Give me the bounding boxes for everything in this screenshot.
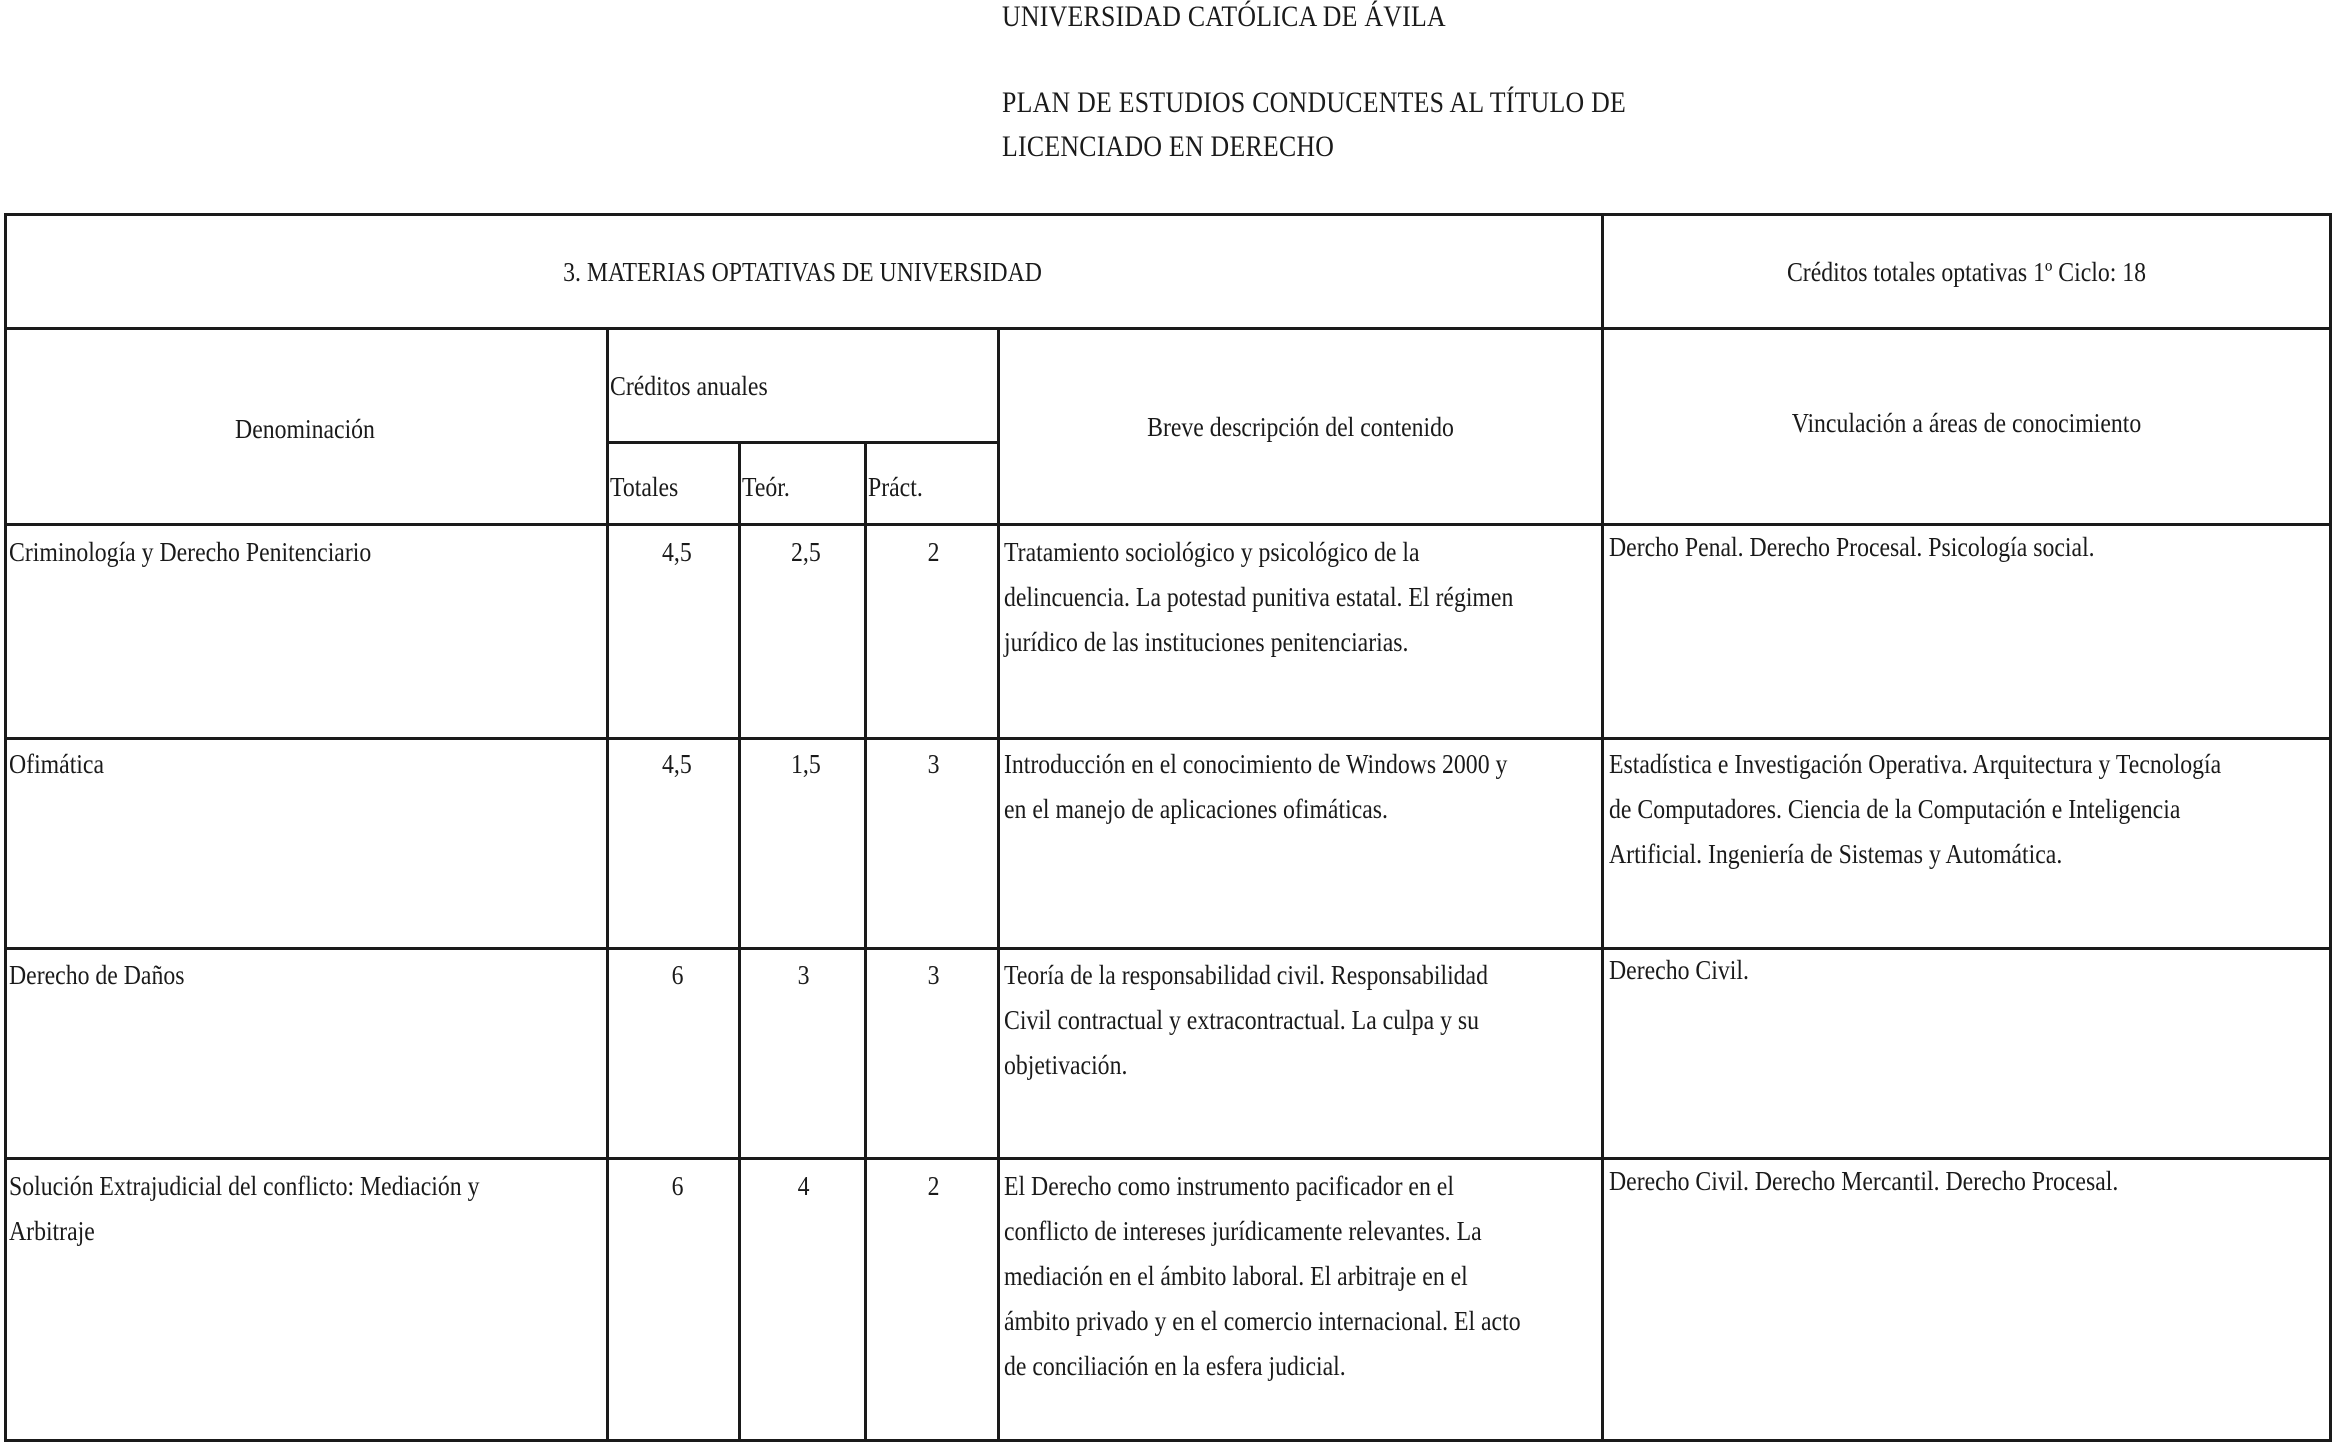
row-pract: 2 (927, 1171, 939, 1201)
row-denominacion: Criminología y Derecho Penitenciario (9, 537, 372, 567)
row-pract: 2 (927, 537, 939, 567)
row-descripcion-line: Tratamiento sociológico y psicológico de la (1004, 537, 1420, 567)
row-descripcion-line: objetivación. (1004, 1050, 1128, 1080)
header-totales: Totales (610, 472, 679, 502)
row-denominacion: Arbitraje (9, 1216, 95, 1246)
row-descripcion-line: Civil contractual y extracontractual. La culpa y su (1004, 1005, 1480, 1035)
row-descripcion-line: Introducción en el conocimiento de Windows 2000 y (1004, 749, 1508, 779)
table-rule (864, 441, 867, 1442)
table-border-left (4, 213, 7, 1442)
row-descripcion-line: de conciliación en la esfera judicial. (1004, 1351, 1346, 1381)
row-pract: 3 (927, 960, 939, 990)
plan-title-line1: PLAN DE ESTUDIOS CONDUCENTES AL TÍTULO DE (1002, 86, 1627, 119)
row-descripcion-line: conflicto de intereses jurídicamente relevantes. La (1004, 1216, 1482, 1246)
table-rule (738, 441, 741, 1442)
row-vinculacion-line: Dercho Penal. Derecho Procesal. Psicología social. (1609, 532, 2095, 562)
row-descripcion-line: El Derecho como instrumento pacificador en el (1004, 1171, 1454, 1201)
row-teor: 2,5 (791, 537, 821, 567)
row-descripcion-line: mediación en el ámbito laboral. El arbitraje en el (1004, 1261, 1468, 1291)
total-credits: Créditos totales optativas 1º Ciclo: 18 (1786, 257, 2147, 287)
section-title: 3. MATERIAS OPTATIVAS DE UNIVERSIDAD (563, 257, 1042, 287)
row-teor: 4 (797, 1171, 809, 1201)
header-pract: Práct. (868, 472, 923, 502)
table-rule (997, 327, 1000, 1442)
table-rule (4, 737, 2332, 740)
header-vinculacion: Vinculación a áreas de conocimiento (1791, 408, 2142, 438)
table-border-right (2329, 213, 2332, 1442)
row-vinculacion-line: Derecho Civil. (1609, 955, 1749, 985)
row-totales: 6 (671, 960, 683, 990)
row-descripcion-line: ámbito privado y en el comercio internacional. El acto (1004, 1306, 1521, 1336)
row-totales: 4,5 (662, 537, 692, 567)
table-rule (4, 947, 2332, 950)
row-teor: 1,5 (791, 749, 821, 779)
header-denominacion: Denominación (235, 414, 375, 444)
row-vinculacion-line: Artificial. Ingeniería de Sistemas y Automática. (1609, 839, 2063, 869)
table-border-top (4, 213, 2332, 216)
plan-title-line2: LICENCIADO EN DERECHO (1002, 130, 1335, 163)
row-denominacion: Derecho de Daños (9, 960, 185, 990)
row-vinculacion-line: Estadística e Investigación Operativa. Arquitectura y Tecnología (1609, 749, 2222, 779)
row-descripcion-line: en el manejo de aplicaciones ofimáticas. (1004, 794, 1388, 824)
university-title: UNIVERSIDAD CATÓLICA DE ÁVILA (1002, 0, 1446, 33)
row-descripcion-line: delincuencia. La potestad punitiva estatal. El régimen (1004, 582, 1514, 612)
row-totales: 6 (671, 1171, 683, 1201)
row-teor: 3 (797, 960, 809, 990)
table-rule (606, 327, 609, 1442)
row-descripcion-line: jurídico de las instituciones penitenciarias. (1004, 627, 1409, 657)
row-denominacion: Solución Extrajudicial del conflicto: Mediación y (9, 1171, 480, 1201)
row-vinculacion-line: de Computadores. Ciencia de la Computación e Inteligencia (1609, 794, 2181, 824)
table-border-bottom (4, 1439, 2332, 1442)
row-totales: 4,5 (662, 749, 692, 779)
table-rule (4, 327, 2332, 330)
header-descripcion: Breve descripción del contenido (1147, 412, 1454, 442)
table-rule (606, 441, 998, 444)
row-pract: 3 (927, 749, 939, 779)
row-descripcion-line: Teoría de la responsabilidad civil. Responsabilidad (1004, 960, 1488, 990)
row-denominacion: Ofimática (9, 749, 104, 779)
header-teor: Teór. (742, 472, 790, 502)
table-rule (1601, 213, 1604, 1442)
header-creditos-anuales: Créditos anuales (610, 371, 768, 401)
row-vinculacion-line: Derecho Civil. Derecho Mercantil. Derecho Procesal. (1609, 1166, 2119, 1196)
